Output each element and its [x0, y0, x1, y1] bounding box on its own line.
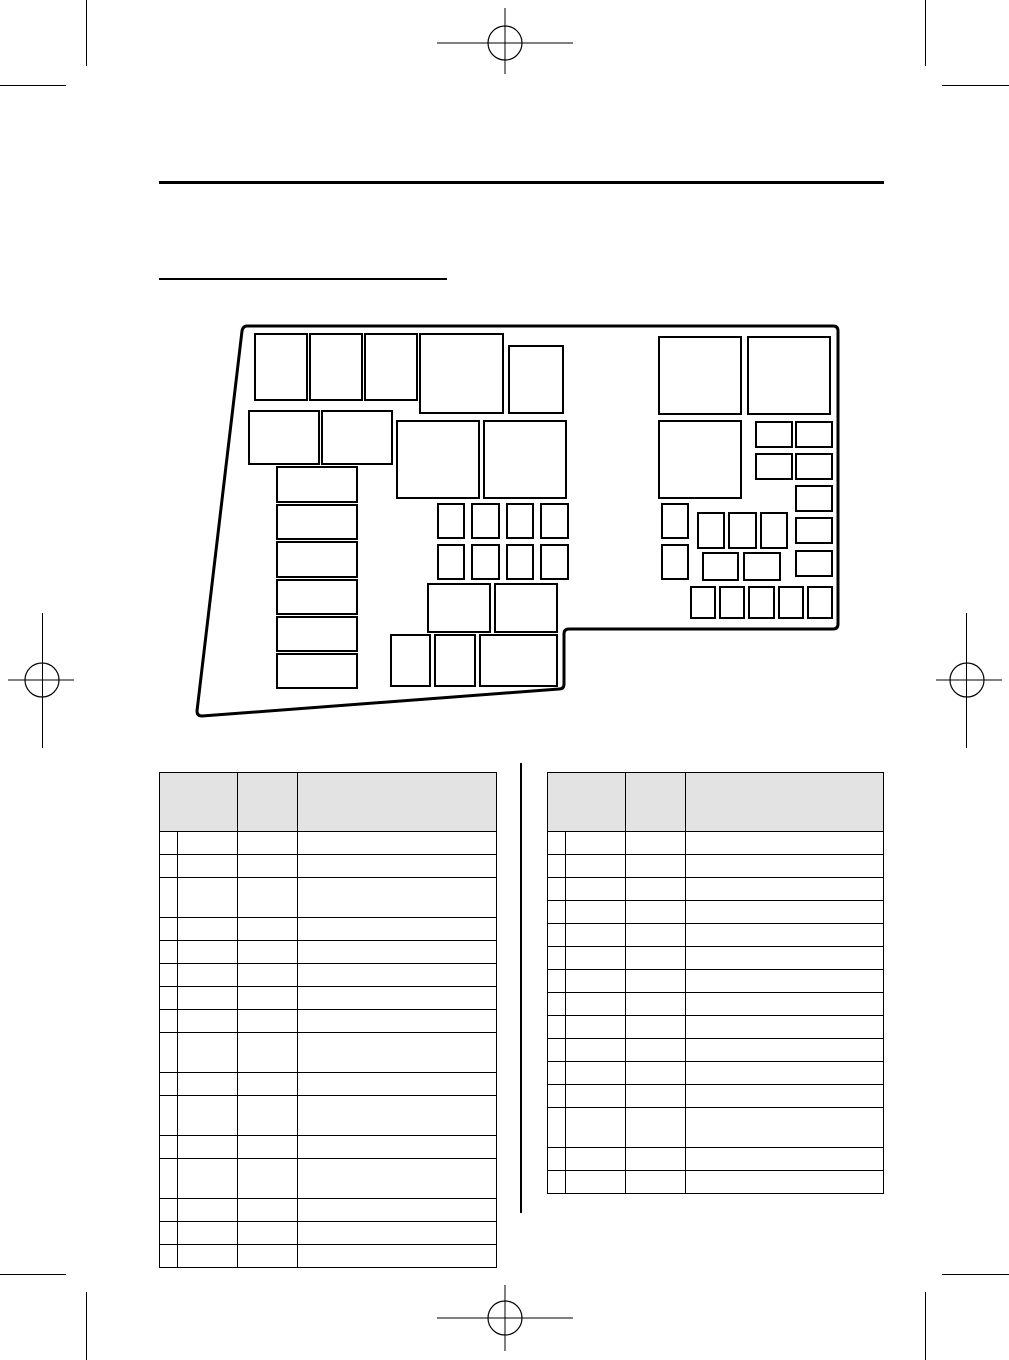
table-row	[160, 832, 497, 855]
fuse-slot	[277, 617, 357, 651]
cell-amperage	[238, 987, 298, 1010]
cell-number	[160, 855, 178, 878]
table-row	[548, 1171, 884, 1194]
mini-fuse-slot	[749, 587, 774, 618]
fuse-slot	[255, 334, 307, 400]
table-row	[160, 1033, 497, 1073]
relay-slot	[659, 337, 741, 414]
cell-amperage	[238, 832, 298, 855]
table-row	[160, 964, 497, 987]
cell-position	[566, 947, 626, 970]
mini-fuse-slot	[744, 553, 780, 580]
cell-number	[160, 832, 178, 855]
cell-component	[298, 964, 497, 987]
table-row	[160, 878, 497, 918]
cell-position	[178, 1199, 238, 1222]
cell-number	[160, 878, 178, 918]
mini-fuse-slot	[438, 504, 464, 538]
cell-number	[160, 1159, 178, 1199]
cell-component	[298, 1033, 497, 1073]
cell-position	[178, 1136, 238, 1159]
cell-component	[686, 970, 884, 993]
table-row	[160, 1159, 497, 1199]
cell-component	[298, 1096, 497, 1136]
cell-number	[160, 918, 178, 941]
cell-position	[566, 1062, 626, 1085]
table-body	[548, 832, 884, 1194]
cell-position	[566, 1039, 626, 1062]
cell-amperage	[238, 878, 298, 918]
cell-component	[686, 1085, 884, 1108]
mini-fuse-slot	[779, 587, 803, 618]
cell-number	[548, 924, 566, 947]
cell-position	[566, 832, 626, 855]
cell-component	[298, 1010, 497, 1033]
crop-mark-bl-v	[86, 1292, 87, 1360]
cell-position	[178, 878, 238, 918]
cell-amperage	[626, 1171, 686, 1194]
cell-component	[686, 1171, 884, 1194]
mini-fuse-slot	[720, 587, 744, 618]
crop-mark-br-v	[925, 1292, 926, 1360]
cell-component	[686, 1108, 884, 1148]
table-row	[548, 993, 884, 1016]
cell-amperage	[238, 1073, 298, 1096]
cell-number	[548, 1148, 566, 1171]
cell-number	[548, 878, 566, 901]
cell-position	[566, 878, 626, 901]
mini-fuse-slot	[796, 454, 832, 479]
mini-fuse-slot	[691, 587, 715, 618]
cell-number	[160, 941, 178, 964]
column-header-position	[160, 773, 238, 832]
cell-amperage	[238, 918, 298, 941]
cell-component	[686, 924, 884, 947]
cell-number	[548, 1062, 566, 1085]
cell-component	[686, 1148, 884, 1171]
column-header-protected-component	[298, 773, 497, 832]
table-body	[160, 832, 497, 1268]
cell-position	[178, 918, 238, 941]
table-row	[160, 918, 497, 941]
crop-mark-br-h	[942, 1274, 1009, 1275]
mini-fuse-slot	[729, 513, 756, 548]
relay-slot	[480, 635, 557, 686]
cell-position	[566, 970, 626, 993]
relay-slot	[420, 334, 503, 413]
cell-amperage	[626, 947, 686, 970]
cell-component	[686, 832, 884, 855]
mini-fuse-slot	[796, 518, 832, 543]
fuse-slot	[249, 411, 319, 464]
fuse-slot	[277, 467, 357, 502]
cell-position	[566, 901, 626, 924]
cell-component	[686, 1039, 884, 1062]
cell-component	[298, 878, 497, 918]
cell-amperage	[238, 1136, 298, 1159]
column-header-amperage	[238, 773, 298, 832]
cell-amperage	[238, 1033, 298, 1073]
cell-position	[178, 832, 238, 855]
mini-fuse-slot	[541, 545, 568, 579]
cell-number	[548, 970, 566, 993]
mini-fuse-slot	[808, 587, 832, 618]
cell-position	[178, 1073, 238, 1096]
cell-position	[566, 1148, 626, 1171]
cell-component	[686, 1016, 884, 1039]
cell-amperage	[626, 993, 686, 1016]
registration-mark-bottom	[437, 1285, 573, 1351]
cell-position	[178, 964, 238, 987]
cell-component	[298, 1159, 497, 1199]
table-row	[548, 832, 884, 855]
cell-position	[178, 1033, 238, 1073]
fuse-slot	[277, 542, 357, 577]
table-row	[160, 1222, 497, 1245]
table-row	[548, 878, 884, 901]
cell-amperage	[626, 901, 686, 924]
cell-amperage	[238, 1096, 298, 1136]
mini-fuse-slot	[507, 545, 533, 579]
cell-position	[566, 855, 626, 878]
table-row	[160, 987, 497, 1010]
fuse-table-right	[547, 772, 884, 1194]
table-row	[548, 1039, 884, 1062]
cell-position	[566, 1016, 626, 1039]
fuse-slot	[509, 346, 563, 413]
cell-amperage	[238, 1245, 298, 1268]
fuse-slot	[391, 635, 430, 686]
cell-amperage	[238, 1159, 298, 1199]
cell-amperage	[626, 1016, 686, 1039]
fuse-slot	[277, 505, 357, 539]
fuse-slot	[428, 584, 490, 632]
cell-number	[160, 1199, 178, 1222]
mini-fuse-slot	[703, 553, 738, 580]
cell-number	[548, 1039, 566, 1062]
mini-fuse-slot	[796, 551, 832, 576]
fuse-slot	[435, 635, 475, 686]
cell-number	[548, 993, 566, 1016]
cell-amperage	[626, 878, 686, 901]
fuse-slot	[277, 580, 357, 614]
column-header-position	[548, 773, 626, 832]
relay-slot	[484, 421, 566, 498]
cell-number	[548, 1171, 566, 1194]
cell-number	[160, 1096, 178, 1136]
relay-slot	[659, 421, 741, 498]
cell-component	[686, 901, 884, 924]
cell-amperage	[626, 1085, 686, 1108]
cell-amperage	[238, 1222, 298, 1245]
cell-component	[686, 1062, 884, 1085]
fuse-slot	[495, 584, 557, 632]
cell-amperage	[626, 1062, 686, 1085]
mini-fuse-slot	[756, 454, 792, 479]
cell-amperage	[626, 1108, 686, 1148]
cell-component	[298, 1073, 497, 1096]
mini-fuse-slot	[761, 513, 787, 548]
cell-number	[548, 1016, 566, 1039]
cell-position	[178, 1096, 238, 1136]
cell-number	[160, 1245, 178, 1268]
cell-position	[566, 924, 626, 947]
cell-number	[548, 947, 566, 970]
cell-amperage	[238, 855, 298, 878]
cell-number	[160, 1222, 178, 1245]
cell-number	[160, 1136, 178, 1159]
table-row	[548, 1148, 884, 1171]
mini-fuse-slot	[662, 504, 688, 538]
cell-amperage	[626, 1039, 686, 1062]
cell-position	[178, 1159, 238, 1199]
cell-number	[160, 964, 178, 987]
cell-position	[566, 993, 626, 1016]
cell-component	[298, 1222, 497, 1245]
cell-amperage	[238, 1010, 298, 1033]
cell-amperage	[626, 970, 686, 993]
cell-component	[298, 1199, 497, 1222]
cell-component	[298, 855, 497, 878]
table-row	[160, 1199, 497, 1222]
column-divider	[520, 763, 522, 1213]
cell-number	[160, 987, 178, 1010]
mini-fuse-slot	[796, 422, 832, 447]
cell-amperage	[238, 964, 298, 987]
cell-position	[178, 1010, 238, 1033]
table-row	[160, 1073, 497, 1096]
column-header-protected-component	[686, 773, 884, 832]
table-row	[160, 1010, 497, 1033]
cell-amperage	[626, 924, 686, 947]
cell-component	[298, 1136, 497, 1159]
mini-fuse-slot	[698, 513, 724, 548]
table-header-row	[548, 773, 884, 832]
cell-number	[548, 1085, 566, 1108]
mini-fuse-slot	[507, 504, 533, 538]
fuse-table-left	[159, 772, 497, 1268]
cell-amperage	[626, 832, 686, 855]
table-row	[548, 1062, 884, 1085]
cell-position	[566, 1085, 626, 1108]
cell-component	[686, 993, 884, 1016]
mini-fuse-slot	[438, 545, 464, 579]
table-row	[548, 855, 884, 878]
table-row	[548, 970, 884, 993]
table-row	[160, 855, 497, 878]
table-row	[548, 901, 884, 924]
crop-mark-bl-h	[0, 1274, 66, 1275]
cell-position	[178, 1245, 238, 1268]
cell-position	[178, 987, 238, 1010]
table-row	[160, 941, 497, 964]
cell-component	[298, 832, 497, 855]
mini-fuse-slot	[541, 504, 568, 538]
table-row	[160, 1245, 497, 1268]
table-row	[160, 1136, 497, 1159]
table-row	[548, 1085, 884, 1108]
mini-fuse-slot	[472, 504, 499, 538]
cell-number	[548, 832, 566, 855]
cell-number	[160, 1073, 178, 1096]
cell-number	[548, 855, 566, 878]
fuse-slot	[322, 411, 392, 464]
table-row	[548, 1108, 884, 1148]
cell-component	[298, 1245, 497, 1268]
table-header-row	[160, 773, 497, 832]
table-row	[548, 924, 884, 947]
cell-number	[548, 901, 566, 924]
cell-component	[686, 855, 884, 878]
mini-fuse-slot	[472, 545, 499, 579]
table-row	[548, 947, 884, 970]
table-row	[548, 1016, 884, 1039]
fuse-slot	[277, 654, 357, 688]
fuse-slot	[365, 334, 417, 400]
cell-number	[160, 1033, 178, 1073]
cell-component	[298, 941, 497, 964]
fuse-slot	[310, 334, 362, 400]
cell-component	[686, 947, 884, 970]
cell-component	[298, 987, 497, 1010]
column-header-amperage	[626, 773, 686, 832]
cell-component	[686, 878, 884, 901]
cell-position	[178, 855, 238, 878]
relay-slot	[397, 421, 479, 498]
cell-component	[298, 918, 497, 941]
cell-position	[178, 941, 238, 964]
cell-amperage	[626, 855, 686, 878]
cell-position	[566, 1171, 626, 1194]
cell-position	[566, 1108, 626, 1148]
cell-amperage	[238, 1199, 298, 1222]
relay-slot	[748, 337, 830, 414]
mini-fuse-slot	[662, 545, 688, 579]
cell-position	[178, 1222, 238, 1245]
cell-number	[548, 1108, 566, 1148]
cell-amperage	[238, 941, 298, 964]
cell-number	[160, 1010, 178, 1033]
mini-fuse-slot	[796, 486, 832, 511]
cell-amperage	[626, 1148, 686, 1171]
mini-fuse-slot	[756, 422, 792, 447]
table-row	[160, 1096, 497, 1136]
